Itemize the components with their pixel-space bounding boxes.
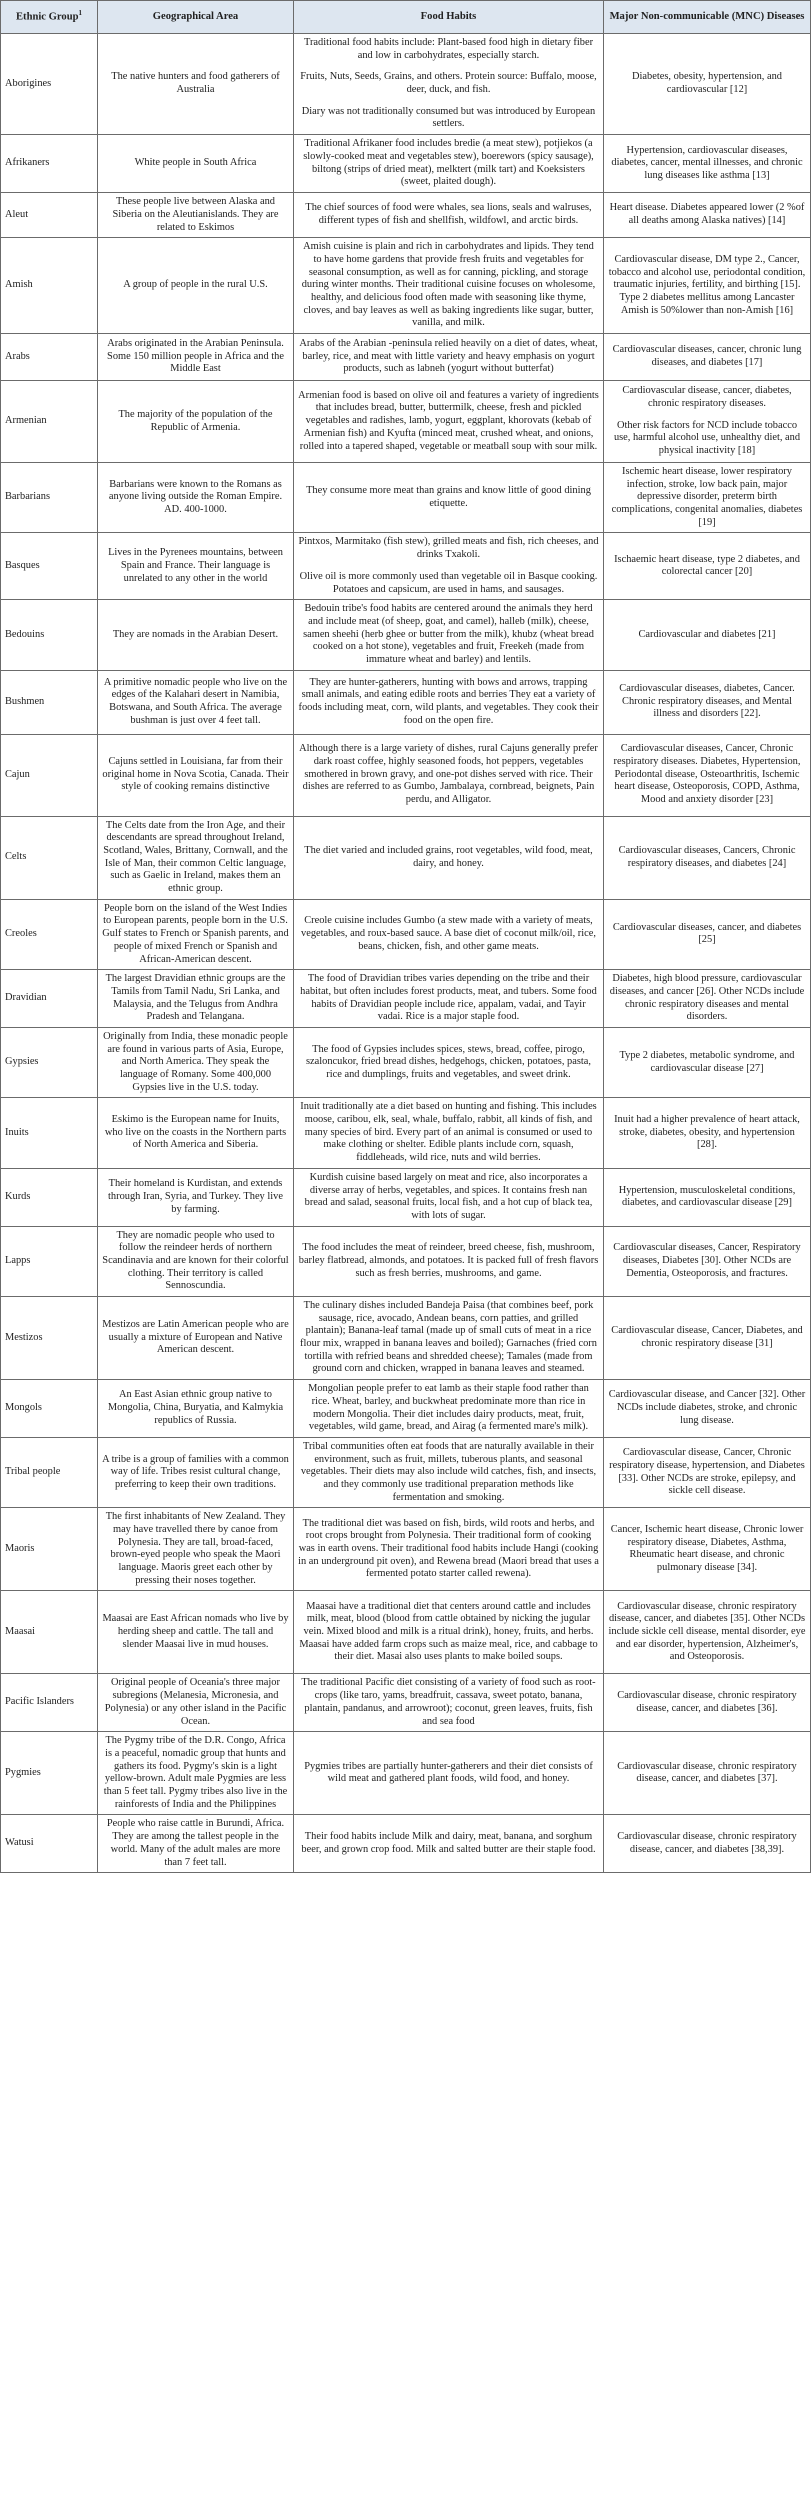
cell-food-habits [294,1732,604,1815]
cell-geographical-area [98,1591,294,1674]
cell-ethnic-group: Maasai [1,1591,98,1674]
cell-food-habits [294,600,604,670]
cell-food-habits [294,670,604,734]
cell-paragraph: Their homeland is Kurdistan, and extends through Iran, Syria, and Turkey. They live by farming. [108,1178,283,1215]
cell-paragraph: The largest Dravidian ethnic groups are the Tamils from Tamil Nadu, Sri Lanka, and Malaysia, and the Telugus from Andhra Pradesh and Telangana. [105,973,286,1023]
cell-paragraph: Cardiovascular disease, Cancer, Diabetes, and chronic respiratory disease [31] [611,1325,803,1350]
cell-mnc-diseases [604,381,811,463]
cell-paragraph: Cancer, Ischemic heart disease, Chronic lower respiratory disease, Diabetes, Asthma, Rheumatic heart disease, and chronic pulmonary disease [34]. [610,1524,804,1574]
table-row [1,34,811,135]
cell-food-habits [294,135,604,193]
cell-paragraph: Mongolian people prefer to eat lamb as their staple food rather than rice. Wheat, barley, and buckwheat predominate more than rice in modern Mongolia. Their diet includes dairy products, meat, fruit, vegetables, wild game, bread, and Airag (a fermented mare's milk). [308,1383,589,1433]
header-food-habits: Food Habits [294,1,604,34]
cell-paragraph: The native hunters and food gatherers of Australia [111,71,280,96]
cell-paragraph: Cardiovascular disease, cancer, diabetes, chronic respiratory diseases. [622,385,792,409]
cell-ethnic-group: Aleut [1,193,98,238]
cell-paragraph: Cardiovascular diseases, diabetes, Cancer. Chronic respiratory diseases, and Mental illness and disorders [22]. [619,683,795,720]
cell-food-habits [294,238,604,334]
cell-ethnic-group: Maoris [1,1508,98,1591]
cell-paragraph: Arabs of the Arabian -peninsula relied heavily on a diet of dates, wheat, barley, rice, and meat with little variety and heavy emphasis on yogurt products, such as labneh (yogurt without butterfat) [299,337,598,375]
cell-paragraph: Barbarians were known to the Romans as anyone living outside the Roman Empire. AD. 400-1000. [108,478,283,516]
cell-paragraph: The chief sources of food were whales, sea lions, seals and walruses, different types of fish and shellfish, wildfowl, and arctic birds. [305,202,592,227]
cell-geographical-area [98,1098,294,1168]
cell-paragraph: Cardiovascular diseases, Cancer, Respiratory diseases, Diabetes [30]. Other NCDs are Dementia, Osteoporosis, and fractures. [613,1242,801,1279]
table-row [1,1508,811,1591]
cell-ethnic-group: Celts [1,816,98,899]
cell-paragraph: A group of people in the rural U.S. [123,279,268,291]
cell-paragraph: They are nomadic people who used to follow the reindeer herds of northern Scandinavia and are known for their colorful clothing. Their territory is called Sennoscundia. [102,1229,289,1292]
cell-food-habits [294,1297,604,1380]
cell-paragraph: A tribe is a group of families with a common way of life. Tribes resist cultural change, preferring to keep their own traditions. [102,1453,289,1490]
table-row [1,816,811,899]
cell-paragraph: They are nomads in the Arabian Desert. [112,628,279,640]
cell-paragraph: The Pygmy tribe of the D.R. Congo, Africa is a peaceful, nomadic group that hunts and gathers its food. Pygmy's skin is a light yellow-brown. Adult male Pygmies are less than 5 feet tall. Pygmy tribes also live in the rainforests of India and the Philippines [103,1735,288,1810]
table-row [1,1027,811,1097]
cell-ethnic-group: Arabs [1,334,98,381]
cell-ethnic-group: Cajun [1,734,98,816]
cell-geographical-area [98,670,294,734]
cell-mnc-diseases [604,533,811,600]
cell-paragraph: The diet varied and included grains, root vegetables, wild food, meat, dairy, and honey. [304,845,593,869]
cell-food-habits [294,1815,604,1873]
cell-paragraph: Traditional Afrikaner food includes bredie (a meat stew), potjiekos (a slowly-cooked meat and vegetables stew), boerewors (spicy sausage), biltong (strips of dried meat), melktert (milk tart) and Koeksisters (sweet, plaited dough). [303,138,594,188]
table-row [1,381,811,463]
cell-paragraph: Diary was not traditionally consumed but was introduced by European settlers. [301,105,596,130]
cell-geographical-area [98,1732,294,1815]
cell-paragraph: The traditional diet was based on fish, birds, wild roots and herbs, and root crops brought from Polynesia. Their traditional form of cooking was in earth ovens. Their traditional food habits include Hangi (cooking in an underground pit oven), and Rewena bread (Maori bread that uses a fermented potato starter called rewena). [298,1517,599,1580]
cell-paragraph: Mestizos are Latin American people who are usually a mixture of European and Native American descent. [102,1319,289,1356]
cell-paragraph: Pygmies tribes are partially hunter-gatherers and their diet consists of wild meat and gathered plant foods, wild food, and honey. [304,1760,593,1785]
cell-ethnic-group: Armenian [1,381,98,463]
cell-paragraph: Cardiovascular diseases, cancer, and diabetes [25] [612,921,802,946]
table-row [1,1591,811,1674]
cell-ethnic-group: Amish [1,238,98,334]
cell-food-habits [294,1674,604,1732]
table-row [1,135,811,193]
cell-ethnic-group: Bedouins [1,600,98,670]
cell-paragraph: A primitive nomadic people who live on the edges of the Kalahari desert in Namibia, Botswana, and South Africa. The average bushman is just over 4 feet tall. [103,676,288,726]
cell-paragraph: Type 2 diabetes, metabolic syndrome, and cardiovascular disease [27] [619,1049,795,1074]
cell-mnc-diseases [604,970,811,1028]
cell-ethnic-group: Inuits [1,1098,98,1168]
cell-geographical-area [98,1297,294,1380]
cell-mnc-diseases [604,1226,811,1296]
cell-food-habits [294,1380,604,1438]
cell-geographical-area [98,381,294,463]
table-row [1,899,811,969]
cell-food-habits [294,463,604,533]
table-row [1,1297,811,1380]
cell-mnc-diseases [604,1674,811,1732]
cell-paragraph: Cardiovascular disease, chronic respiratory disease, cancer, and diabetes [37]. [617,1760,797,1785]
cell-food-habits [294,1226,604,1296]
cell-food-habits [294,1591,604,1674]
cell-paragraph: Cardiovascular disease, chronic respiratory disease, cancer, and diabetes [36]. [617,1690,797,1714]
cell-food-habits [294,970,604,1028]
cell-paragraph: The food includes the meat of reindeer, breed cheese, fish, mushroom, barley flatbread, almonds, and potatoes. It is packed full of fresh flavors such as fresh berries, mushrooms, and game. [298,1242,599,1279]
table-row [1,600,811,670]
header-mnc-diseases: Major Non-communicable (MNC) Diseases [604,1,811,34]
table-header [1,1,811,34]
table-row [1,193,811,238]
cell-mnc-diseases [604,600,811,670]
table-row [1,1098,811,1168]
cell-ethnic-group: Kurds [1,1168,98,1226]
table-row [1,1168,811,1226]
table-row [1,970,811,1028]
table-row [1,1732,811,1815]
cell-paragraph: Inuit had a higher prevalence of heart attack, stroke, diabetes, obesity, and hypertension [28]. [614,1114,800,1151]
cell-ethnic-group: Aborigines [1,34,98,135]
cell-paragraph: Although there is a large variety of dishes, rural Cajuns generally prefer dark roast coffee, highly seasoned foods, hot peppers, vegetables smothered in brown gravy, and one-pot dishes served with rice. Their dishes are referred to as Gumbo, Jambalaya, cornbread, beignets, Pain perdu, and Alligator. [299,743,598,806]
table-row [1,1437,811,1507]
cell-paragraph: Inuit traditionally ate a diet based on hunting and fishing. This includes moose, caribou, elk, seal, whale, buffalo, rabbit, all kinds of fish, and many species of bird. Every part of an animal is consumed or used to make clothing or shelter. Edible plants include corn, squash, fiddleheads, wild rice, nuts and wild berries. [300,1101,597,1164]
cell-food-habits [294,1508,604,1591]
cell-paragraph: Original people of Oceania's three major subregions (Melanesia, Micronesia, and Polynesia) or any other island in the Pacific Ocean. [104,1677,287,1727]
table-row [1,463,811,533]
cell-geographical-area [98,1168,294,1226]
cell-paragraph: An East Asian ethnic group native to Mongolia, China, Buryatia, and Kalmykia republics of Russia. [107,1389,284,1426]
cell-mnc-diseases [604,1815,811,1873]
cell-paragraph: Armenian food is based on olive oil and features a variety of ingredients that includes bread, butter, buttermilk, cheese, fresh and pickled vegetables and radishes, lamb, yogurt, eggplant, khorovats (kebab of Armenian fish) and Kyufta (minced meat, crushed wheat, and onions, rolled into a tapered shaped, vegetable or meatball soup with sour milk. [298,389,599,452]
cell-mnc-diseases [604,135,811,193]
cell-food-habits [294,1168,604,1226]
cell-paragraph: Other risk factors for NCD include tobacco use, harmful alcohol use, unhealthy diet, and physical inactivity [18] [613,419,801,457]
cell-paragraph: Cardiovascular disease, Cancer, Chronic respiratory disease, hypertension, and Diabetes [33]. Other NCDs are stroke, epilepsy, and sickle cell disease. [609,1447,805,1497]
cell-paragraph: Bedouin tribe's food habits are centered around the animals they herd and include meat (of sheep, goat, and camel), halleb (milk), cheese, samen sheehi (herb ghee or butter from the milk), khubz (wheat bread cooked on a hot stone), vegetables and fruit, Freekeh (made from immature wheat and barley) and lentils. [303,603,594,665]
table-body [1,34,811,1873]
cell-paragraph: Olive oil is more commonly used than vegetable oil in Basque cooking. Potatoes and capsicum, are used in hams, and sausages. [299,570,598,595]
cell-mnc-diseases [604,334,811,381]
header-row [1,1,811,34]
cell-geographical-area [98,1815,294,1873]
cell-food-habits [294,1437,604,1507]
cell-paragraph: Arabs originated in the Arabian Peninsula. Some 150 million people in Africa and the Middle East [107,337,284,375]
cell-paragraph: Cardiovascular and diabetes [21] [638,628,776,640]
cell-paragraph: Kurdish cuisine based largely on meat and rice, also incorporates a diverse array of herbs, vegetables, and spices. It contains fresh nan bread and salad, seasonal fruits, local fish, and a hot cup of black tea, with lots of sugar. [304,1171,593,1221]
cell-paragraph: Creole cuisine includes Gumbo (a stew made with a variety of meats, vegetables, and roux-based sauce. A base diet of coconut milk/oil, rice, beans, chicken, fish, and other game meats. [301,915,596,952]
cell-geographical-area [98,34,294,135]
cell-food-habits [294,1027,604,1097]
cell-geographical-area [98,463,294,533]
cell-geographical-area [98,600,294,670]
cell-geographical-area [98,970,294,1028]
cell-mnc-diseases [604,734,811,816]
cell-paragraph: Hypertension, musculoskeletal conditions, diabetes, and cardiovascular disease [29] [618,1184,796,1209]
cell-paragraph: Diabetes, obesity, hypertension, and cardiovascular [12] [632,71,782,96]
table-row [1,1226,811,1296]
cell-paragraph: Diabetes, high blood pressure, cardiovascular diseases, and cancer [26]. Other NCDs include chronic respiratory diseases and mental disorders. [609,973,805,1023]
cell-paragraph: Heart disease. Diabetes appeared lower (2 %of all deaths among Alaska natives) [14] [609,202,805,227]
cell-paragraph: Fruits, Nuts, Seeds, Grains, and others. Protein source: Buffalo, moose, deer, duck, and fish. [300,71,597,96]
cell-mnc-diseases [604,1168,811,1226]
cell-geographical-area [98,193,294,238]
cell-mnc-diseases [604,670,811,734]
cell-ethnic-group: Bushmen [1,670,98,734]
cell-paragraph: Eskimo is the European name for Inuits, who live on the coasts in the Northern parts of North America and Siberia. [104,1114,287,1151]
cell-mnc-diseases [604,238,811,334]
cell-paragraph: Maasai have a traditional diet that centers around cattle and includes milk, meat, blood (blood from cattle obtained by nicking the jugular vein. Mixed blood and milk is a ritual drink), honey, fruits, and herbs. Maasai have added farm crops such as maize meal, rice, and cabbage to their diet. Masai also uses plants to make boiled soups. [299,1600,598,1663]
cell-food-habits [294,734,604,816]
cell-paragraph: Amish cuisine is plain and rich in carbohydrates and lipids. They tend to have home gardens that provide fresh fruits and vegetables for seasonal consumption, as well as for canning, pickling, and storage during winter months. Their traditional cuisine focuses on wholesome, healthy, and delicious food often made with seasoning like thyme, cloves, and bay leaves as well as baking ingredients like sugar, butter, vanilla, and milk. [301,241,596,329]
cell-ethnic-group: Pacific Islanders [1,1674,98,1732]
cell-ethnic-group: Gypsies [1,1027,98,1097]
cell-mnc-diseases [604,463,811,533]
cell-paragraph: Ischemic heart disease, lower respiratory infection, stroke, low back pain, major depressive disorder, preterm birth complications, congenital anomalies, diabetes [19] [611,466,803,528]
cell-geographical-area [98,1380,294,1438]
cell-mnc-diseases [604,1098,811,1168]
cell-paragraph: People who raise cattle in Burundi, Africa. They are among the tallest people in the world. Many of the adult males are more than 7 feet tall. [106,1818,285,1868]
table-row [1,334,811,381]
cell-paragraph: Cardiovascular disease, and Cancer [32]. Other NCDs include diabetes, stroke, and chronic lung disease. [608,1389,806,1426]
cell-paragraph: Tribal communities often eat foods that are naturally available in their environment, such as fruit, millets, tuberous plants, and seasonal vegetables. Their diets may also include wild catches, fish, and insects, and they commonly use traditional preparation methods like fermentation and smoking. [300,1440,597,1503]
cell-ethnic-group: Tribal people [1,1437,98,1507]
cell-paragraph: Pintxos, Marmitako (fish stew), grilled meats and fish, rich cheeses, and drinks Txakoli. [298,536,599,561]
cell-ethnic-group: Mongols [1,1380,98,1438]
table-row [1,1674,811,1732]
cell-geographical-area [98,533,294,600]
cell-mnc-diseases [604,816,811,899]
cell-geographical-area [98,1674,294,1732]
cell-geographical-area [98,1226,294,1296]
cell-ethnic-group: Watusi [1,1815,98,1873]
cell-food-habits [294,34,604,135]
cell-ethnic-group: Creoles [1,899,98,969]
cell-ethnic-group: Pygmies [1,1732,98,1815]
cell-paragraph: They consume more meat than grains and know little of good dining etiquette. [306,485,591,509]
cell-food-habits [294,899,604,969]
cell-paragraph: Cardiovascular disease, DM type 2., Cancer, tobacco and alcohol use, periodontal condition, traumatic injuries, fertility, and birthing [15]. Type 2 diabetes mellitus among Lancaster Amish is 50%lower than non-Amish [16] [608,253,806,316]
cell-paragraph: Cardiovascular disease, chronic respiratory disease, cancer, and diabetes [38,39]. [617,1831,797,1855]
cell-paragraph: The food of Dravidian tribes varies depending on the tribe and their habitat, but often includes forest products, meat, and tubers. Some food habits of Dravidian people include rice, appalam, vadai, and Tayir vadai. Rice is a major staple food. [300,973,597,1023]
cell-geographical-area [98,1027,294,1097]
cell-food-habits [294,381,604,463]
cell-paragraph: Traditional food habits include: Plant-based food high in dietary fiber and low in carbohydrates, especially starch. [303,37,594,61]
cell-paragraph: The food of Gypsies includes spices, stews, bread, coffee, pirogo, szaloncukor, fried bread dishes, hedgehogs, chicken, potatoes, pasta, rice and dumplings, fruits and vegetables, and sweet drink. [306,1043,591,1080]
cell-food-habits [294,1098,604,1168]
cell-geographical-area [98,238,294,334]
cell-paragraph: Originally from India, these monadic people are found in various parts of Asia, Europe, and North America. They speak the language of Romany. Some 400,000 Gypsies live in the U.S. today. [103,1030,288,1093]
cell-paragraph: Maasai are East African nomads who live by herding sheep and cattle. The tall and slender Maasai live in mud houses. [102,1613,289,1650]
cell-food-habits [294,193,604,238]
header-ethnic-footnote: 1 [78,9,82,18]
cell-mnc-diseases [604,1508,811,1591]
cell-mnc-diseases [604,193,811,238]
cell-paragraph: Cardiovascular diseases, Cancers, Chronic respiratory diseases, and diabetes [24] [618,845,796,869]
cell-ethnic-group: Mestizos [1,1297,98,1380]
cell-geographical-area [98,899,294,969]
cell-food-habits [294,816,604,899]
cell-paragraph: Cajuns settled in Louisiana, far from their original home in Nova Scotia, Canada. Their style of cooking remains distinctive [102,756,289,793]
cell-mnc-diseases [604,1380,811,1438]
table-row [1,670,811,734]
cell-paragraph: The majority of the population of the Republic of Armenia. [118,408,273,433]
header-geographical-area: Geographical Area [98,1,294,34]
cell-paragraph: Cardiovascular diseases, cancer, chronic lung diseases, and diabetes [17] [612,344,802,368]
cell-geographical-area [98,1437,294,1507]
cell-paragraph: Cardiovascular diseases, Cancer, Chronic respiratory diseases. Diabetes, Hypertension, Periodontal disease, Osteoarthritis, Ischemic heart disease, Osteoporosis, COPD, Asthma, Mood and anxiety disorder [23] [613,743,801,806]
cell-ethnic-group: Lapps [1,1226,98,1296]
cell-ethnic-group: Basques [1,533,98,600]
cell-mnc-diseases [604,1732,811,1815]
cell-mnc-diseases [604,1027,811,1097]
table-row [1,734,811,816]
cell-mnc-diseases [604,899,811,969]
cell-geographical-area [98,135,294,193]
cell-paragraph: Hypertension, cardiovascular diseases, diabetes, cancer, mental illnesses, and chronic lung diseases like asthma [13] [611,144,803,181]
cell-paragraph: The traditional Pacific diet consisting of a variety of food such as root- crops (like taro, yams, breadfruit, cassava, sweet potato, banana, plantain, pandanus, and arrowroot); coconut, green leaves, fruits, fish and sea food [301,1677,596,1727]
cell-food-habits [294,533,604,600]
header-ethnic-label: Ethnic Group [15,11,79,23]
cell-paragraph: These people live between Alaska and Siberia on the Aleutianislands. They are related to Eskimos [112,196,279,233]
cell-geographical-area [98,334,294,381]
cell-paragraph: White people in South Africa [134,157,257,169]
table-row [1,238,811,334]
cell-paragraph: The Celts date from the Iron Age, and their descendants are spread throughout Ireland, Scotland, Wales, Brittany, Cornwall, and the Isle of Man, their common Celtic language, such as Gaelic in Ireland, makes them an ethnic group. [103,819,288,895]
cell-mnc-diseases [604,1591,811,1674]
cell-ethnic-group: Dravidian [1,970,98,1028]
table-row [1,533,811,600]
cell-paragraph: People born on the island of the West Indies to European parents, people born in the U.S. Gulf states to French or Spanish parents, and people of mixed French or Spanish and African-American descent. [102,902,289,965]
cell-ethnic-group: Barbarians [1,463,98,533]
cell-mnc-diseases [604,1297,811,1380]
cell-paragraph: Ischaemic heart disease, type 2 diabetes, and colorectal cancer [20] [614,553,800,578]
table-row [1,1815,811,1873]
cell-paragraph: Their food habits include Milk and dairy, meat, banana, and sorghum beer, and grown crop food. Milk and salted butter are their staple food. [301,1831,596,1855]
cell-paragraph: Lives in the Pyrenees mountains, between Spain and France. Their language is unrelated to any other in the world [108,547,283,584]
cell-geographical-area [98,816,294,899]
cell-ethnic-group: Afrikaners [1,135,98,193]
cell-geographical-area [98,1508,294,1591]
table-row [1,1380,811,1438]
cell-mnc-diseases [604,1437,811,1507]
cell-paragraph: Cardiovascular disease, chronic respiratory disease, cancer, and diabetes [35]. Other NCDs include sickle cell disease, mental disorder, eye and ear disorder, hypertension, Alzheimer's, and Osteoporosis. [608,1600,806,1663]
cell-paragraph: The first inhabitants of New Zealand. They may have travelled there by canoe from Polynesia. They are tall, broad-faced, brown-eyed people who speak the Maori language. Maoris greet each other by pressing their noses together. [105,1511,286,1586]
cell-geographical-area [98,734,294,816]
header-ethnic-group [1,1,98,34]
cell-paragraph: The culinary dishes included Bandeja Paisa (that combines beef, pork sausage, rice, avocado, Andean beans, corn patties, and grilled plantain); Banana-leaf tamal (made up of small cuts of meat in a rice flour mix, wrapped in banana leaves and boiled); Garnaches (fried corn tortilla with refried beans and shredded cheese); Tamales (made from ground corn and chicken, wrapped in banana leaves and steamed. [300,1300,597,1375]
cell-paragraph: They are hunter-gatherers, hunting with bows and arrows, trapping small animals, and eating edible roots and berries They eat a variety of foods including meat, corn, wild plants, and vegetables. They cook their food on the open fire. [298,676,599,726]
cell-food-habits [294,334,604,381]
cell-mnc-diseases [604,34,811,135]
